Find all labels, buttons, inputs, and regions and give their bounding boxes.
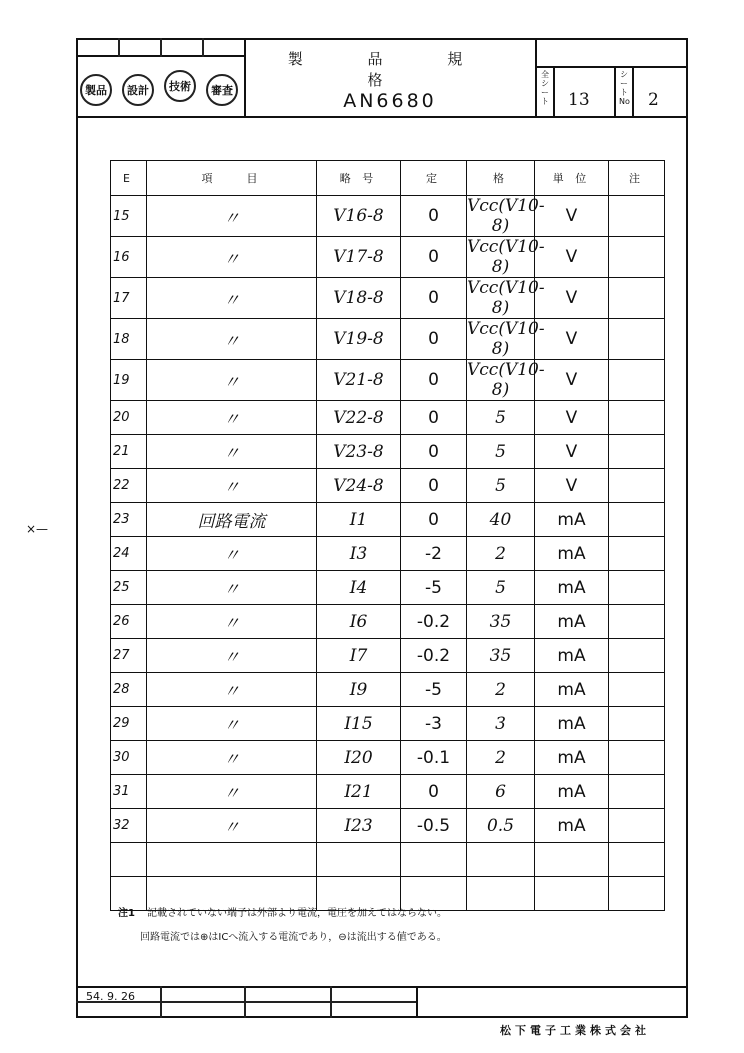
- min-value-cell: 0: [401, 503, 467, 537]
- max-value-cell: 5: [467, 401, 535, 435]
- min-value-cell: [401, 843, 467, 877]
- table-row: [111, 843, 665, 877]
- note-cell: [609, 469, 665, 503]
- max-value-cell: 5: [467, 469, 535, 503]
- max-value-cell: Vcc(V10-8): [467, 196, 545, 236]
- min-value-cell: -0.2: [401, 639, 467, 673]
- row-number-cell: 26: [111, 605, 147, 639]
- max-value-cell: 35: [467, 605, 535, 639]
- unit-cell: mA: [535, 605, 609, 639]
- table-row: [111, 707, 665, 741]
- row-number-cell: 18: [111, 319, 147, 360]
- unit-cell: mA: [535, 707, 609, 741]
- footer-divider: [76, 986, 688, 988]
- max-value-cell: [467, 877, 535, 911]
- item-name-cell: 〃: [147, 401, 317, 435]
- symbol-cell: I9: [317, 673, 401, 707]
- note-cell: [609, 605, 665, 639]
- table-row: [111, 605, 665, 639]
- note-cell: [609, 319, 665, 360]
- max-value-cell: 0.5: [467, 809, 535, 843]
- max-value-cell: 2: [467, 741, 535, 775]
- item-name-cell: 〃: [147, 639, 317, 673]
- item-name-cell: 〃: [147, 571, 317, 605]
- max-value-cell: 5: [467, 435, 535, 469]
- min-value-cell: -0.5: [401, 809, 467, 843]
- min-value-cell: 0: [401, 435, 467, 469]
- header-divider: [118, 38, 120, 57]
- column-header: E: [111, 161, 147, 196]
- table-row: [111, 435, 665, 469]
- total-sheets-label: 全シート: [541, 70, 549, 106]
- note-cell: [609, 435, 665, 469]
- row-number-cell: 27: [111, 639, 147, 673]
- symbol-cell: V18-8: [317, 278, 401, 319]
- column-header: 格: [467, 161, 535, 196]
- approval-stamp: 設計: [122, 74, 154, 106]
- header-divider: [535, 66, 688, 68]
- revision-date: 54. 9. 26: [86, 990, 135, 1003]
- notes-section: [118, 902, 447, 950]
- unit-cell: mA: [535, 673, 609, 707]
- min-value-cell: -2: [401, 537, 467, 571]
- item-name-cell: 〃: [147, 707, 317, 741]
- symbol-cell: V17-8: [317, 237, 401, 278]
- item-name-cell: 〃: [147, 537, 317, 571]
- note-cell: [609, 707, 665, 741]
- symbol-cell: [317, 843, 401, 877]
- symbol-cell: I1: [317, 503, 401, 537]
- min-value-cell: 0: [401, 196, 467, 237]
- table-row: [111, 319, 665, 360]
- symbol-cell: V23-8: [317, 435, 401, 469]
- table-row: [111, 571, 665, 605]
- note-cell: [609, 278, 665, 319]
- approval-stamp: 技術: [164, 70, 196, 102]
- min-value-cell: -3: [401, 707, 467, 741]
- note-line: 記載されていない端子は外部より電流，電圧を加えてはならない。: [146, 908, 447, 919]
- column-header: 注: [609, 161, 665, 196]
- row-number-cell: 25: [111, 571, 147, 605]
- unit-cell: mA: [535, 537, 609, 571]
- footer-divider: [416, 986, 418, 1018]
- row-number-cell: 19: [111, 360, 147, 401]
- symbol-cell: I20: [317, 741, 401, 775]
- symbol-cell: I7: [317, 639, 401, 673]
- unit-cell: [535, 843, 609, 877]
- product-number: AN6680: [343, 90, 437, 112]
- approval-stamp: 製品: [80, 74, 112, 106]
- max-value-cell: 5: [467, 571, 535, 605]
- table-header-row: [111, 161, 665, 196]
- min-value-cell: 0: [401, 360, 467, 401]
- item-name-cell: 回路電流: [147, 503, 317, 537]
- unit-cell: mA: [535, 741, 609, 775]
- table-row: [111, 237, 665, 278]
- note-cell: [609, 843, 665, 877]
- row-number-cell: 21: [111, 435, 147, 469]
- note-cell: [609, 775, 665, 809]
- symbol-cell: V21-8: [317, 360, 401, 401]
- row-number-cell: 31: [111, 775, 147, 809]
- max-value-cell: 2: [467, 673, 535, 707]
- table-row: [111, 809, 665, 843]
- item-name-cell: 〃: [147, 809, 317, 843]
- item-name-cell: 〃: [147, 319, 317, 360]
- note-cell: [609, 237, 665, 278]
- spec-table: [110, 160, 665, 911]
- row-number-cell: [111, 843, 147, 877]
- max-value-cell: Vcc(V10-8): [467, 278, 545, 318]
- note-cell: [609, 741, 665, 775]
- max-value-cell: [467, 843, 535, 877]
- table-row: [111, 278, 665, 319]
- symbol-cell: V24-8: [317, 469, 401, 503]
- max-value-cell: 40: [467, 503, 535, 537]
- row-number-cell: 32: [111, 809, 147, 843]
- symbol-cell: V19-8: [317, 319, 401, 360]
- row-number-cell: 17: [111, 278, 147, 319]
- table-row: [111, 741, 665, 775]
- max-value-cell: 6: [467, 775, 535, 809]
- table-row: [111, 469, 665, 503]
- note-cell: [609, 537, 665, 571]
- symbol-cell: V22-8: [317, 401, 401, 435]
- table-row: [111, 401, 665, 435]
- symbol-cell: I4: [317, 571, 401, 605]
- max-value-cell: Vcc(V10-8): [467, 360, 545, 400]
- note-cell: [609, 571, 665, 605]
- unit-cell: V: [535, 469, 609, 503]
- table-row: [111, 537, 665, 571]
- item-name-cell: [147, 843, 317, 877]
- note-cell: [609, 401, 665, 435]
- header-divider: [160, 38, 162, 57]
- max-value-cell: Vcc(V10-8): [467, 319, 545, 359]
- footer-divider: [244, 986, 246, 1018]
- symbol-cell: I21: [317, 775, 401, 809]
- row-number-cell: 23: [111, 503, 147, 537]
- unit-cell: V: [535, 196, 609, 237]
- unit-cell: V: [535, 237, 609, 278]
- note-cell: [609, 809, 665, 843]
- header-bottom-line: [76, 116, 688, 118]
- header-divider: [202, 38, 204, 57]
- item-name-cell: 〃: [147, 196, 317, 237]
- approval-stamp: 審査: [206, 74, 238, 106]
- unit-cell: mA: [535, 571, 609, 605]
- margin-mark: ×—: [26, 522, 49, 536]
- row-number-cell: 16: [111, 237, 147, 278]
- table-row: [111, 196, 665, 237]
- row-number-cell: 29: [111, 707, 147, 741]
- note-label: 注1: [118, 908, 135, 919]
- note-line: 回路電流では⊕はICへ流入する電流であり，⊖は流出する値である。: [140, 932, 447, 943]
- max-value-cell: 3: [467, 707, 535, 741]
- header-divider: [244, 38, 246, 118]
- table-row: [111, 360, 665, 401]
- min-value-cell: 0: [401, 278, 467, 319]
- unit-cell: mA: [535, 775, 609, 809]
- company-name: 松下電子工業株式会社: [500, 1024, 650, 1037]
- min-value-cell: -5: [401, 571, 467, 605]
- note-cell: [609, 196, 665, 237]
- sheet-no-value: 2: [648, 90, 659, 110]
- min-value-cell: 0: [401, 401, 467, 435]
- note-cell: [609, 360, 665, 401]
- unit-cell: V: [535, 319, 609, 360]
- row-number-cell: 30: [111, 741, 147, 775]
- min-value-cell: 0: [401, 319, 467, 360]
- item-name-cell: 〃: [147, 435, 317, 469]
- symbol-cell: I6: [317, 605, 401, 639]
- header-divider: [614, 66, 616, 116]
- total-sheets-value: 13: [568, 90, 590, 110]
- column-header: 略 号: [317, 161, 401, 196]
- table-row: [111, 775, 665, 809]
- item-name-cell: 〃: [147, 673, 317, 707]
- table-row: [111, 639, 665, 673]
- symbol-cell: I3: [317, 537, 401, 571]
- unit-cell: V: [535, 360, 609, 401]
- note-cell: [609, 877, 665, 911]
- unit-cell: [535, 877, 609, 911]
- min-value-cell: -5: [401, 673, 467, 707]
- min-value-cell: 0: [401, 469, 467, 503]
- item-name-cell: 〃: [147, 605, 317, 639]
- symbol-cell: I23: [317, 809, 401, 843]
- note-cell: [609, 503, 665, 537]
- symbol-cell: V16-8: [317, 196, 401, 237]
- table-row: [111, 673, 665, 707]
- document-title: 製 品 規 格: [287, 50, 493, 89]
- item-name-cell: 〃: [147, 469, 317, 503]
- unit-cell: mA: [535, 503, 609, 537]
- unit-cell: V: [535, 401, 609, 435]
- unit-cell: mA: [535, 809, 609, 843]
- item-name-cell: 〃: [147, 360, 317, 401]
- footer-divider: [160, 986, 162, 1018]
- header-divider: [553, 66, 555, 116]
- item-name-cell: 〃: [147, 741, 317, 775]
- sheet-no-label: シートNo: [619, 70, 630, 106]
- column-header: 定: [401, 161, 467, 196]
- max-value-cell: Vcc(V10-8): [467, 237, 545, 277]
- header-divider: [632, 66, 634, 116]
- row-number-cell: 15: [111, 196, 147, 237]
- min-value-cell: 0: [401, 237, 467, 278]
- max-value-cell: 35: [467, 639, 535, 673]
- header-divider: [535, 38, 537, 118]
- symbol-cell: I15: [317, 707, 401, 741]
- min-value-cell: -0.1: [401, 741, 467, 775]
- unit-cell: V: [535, 278, 609, 319]
- row-number-cell: 24: [111, 537, 147, 571]
- note-cell: [609, 673, 665, 707]
- min-value-cell: 0: [401, 775, 467, 809]
- footer-divider: [330, 986, 332, 1018]
- note-cell: [609, 639, 665, 673]
- table-row: [111, 503, 665, 537]
- column-header: 項 目: [147, 161, 317, 196]
- item-name-cell: 〃: [147, 278, 317, 319]
- item-name-cell: 〃: [147, 775, 317, 809]
- min-value-cell: -0.2: [401, 605, 467, 639]
- row-number-cell: 20: [111, 401, 147, 435]
- max-value-cell: 2: [467, 537, 535, 571]
- unit-cell: V: [535, 435, 609, 469]
- item-name-cell: 〃: [147, 237, 317, 278]
- unit-cell: mA: [535, 639, 609, 673]
- row-number-cell: 22: [111, 469, 147, 503]
- column-header: 単 位: [535, 161, 609, 196]
- row-number-cell: 28: [111, 673, 147, 707]
